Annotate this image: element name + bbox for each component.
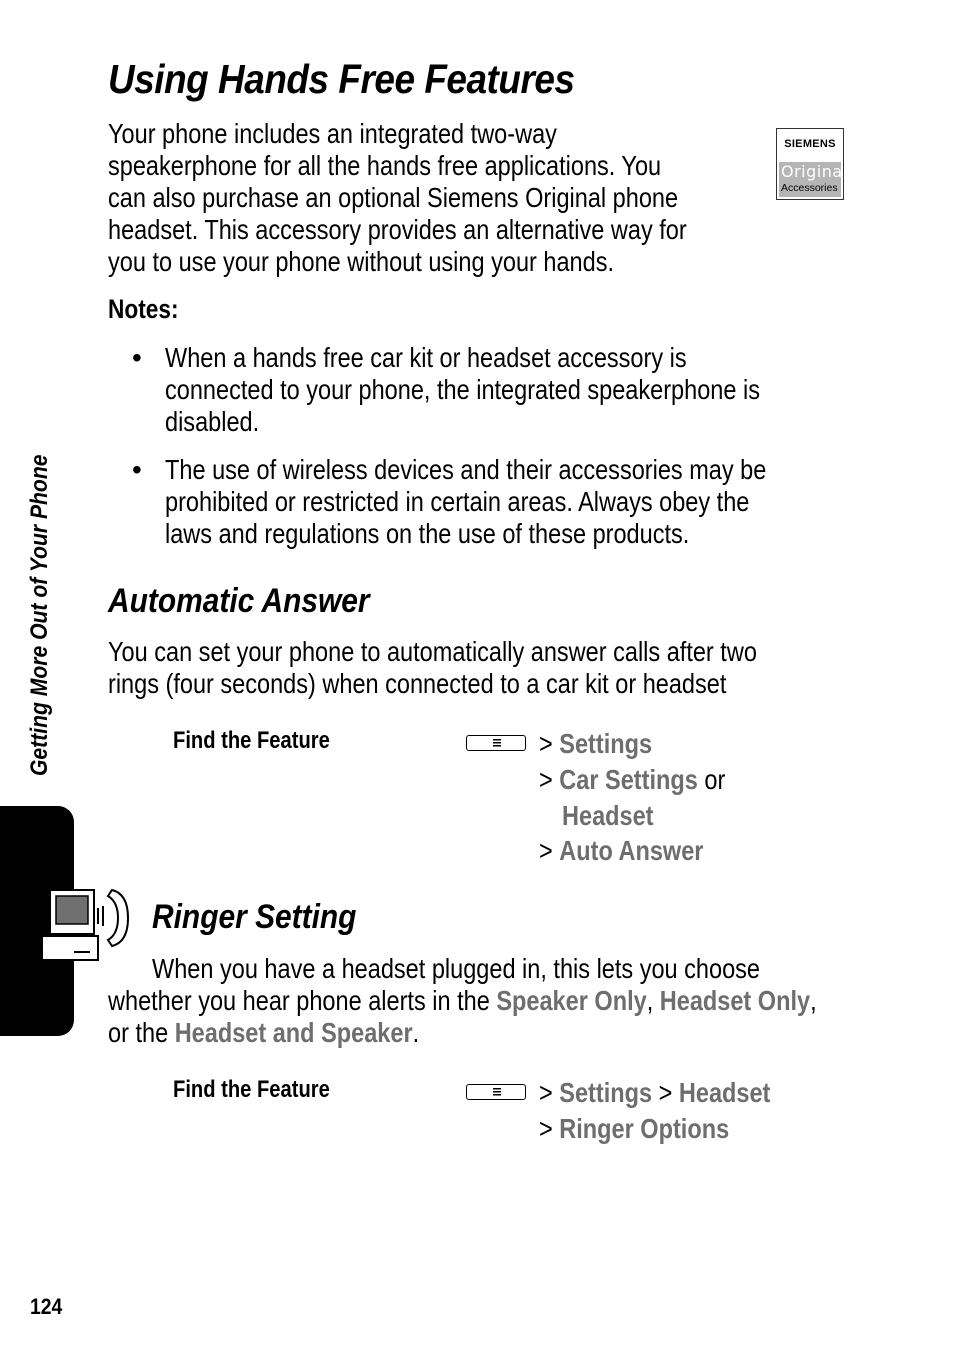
feature-path-step: > Ringer Options bbox=[539, 1113, 730, 1144]
find-the-feature-label: Find the Feature bbox=[173, 727, 330, 754]
menu-option-settings: Settings bbox=[559, 728, 653, 759]
intro-line: speakerphone for all the hands free applications. You bbox=[108, 150, 662, 181]
ringer-paragraph-line: whether you hear phone alerts in the Speaker Only, Headset Only, bbox=[108, 985, 817, 1016]
option-headset-only: Headset Only bbox=[659, 985, 811, 1016]
intro-paragraph bbox=[108, 118, 687, 278]
ringer-paragraph-line: or the Headset and Speaker. bbox=[108, 1017, 420, 1048]
menu-option-car-settings: Car Settings bbox=[559, 764, 698, 795]
menu-key-icon bbox=[466, 1084, 526, 1100]
logo-original: Original bbox=[781, 162, 848, 181]
intro-line: Your phone includes an integrated two-way bbox=[108, 118, 557, 149]
feature-path-step: > Auto Answer bbox=[539, 835, 704, 866]
section-title: Getting More Out of Your Phone bbox=[26, 454, 53, 776]
logo-band bbox=[779, 162, 848, 197]
bullet-icon: • bbox=[132, 454, 142, 485]
menu-option-headset: Headset bbox=[678, 1077, 771, 1108]
note-item bbox=[165, 454, 766, 550]
intro-line: headset. This accessory provides an alternative way for bbox=[108, 214, 687, 245]
logo-brand: SIEMENS bbox=[784, 138, 836, 150]
intro-line: you to use your phone without using your hands. bbox=[108, 246, 615, 277]
automatic-answer-paragraph bbox=[108, 636, 757, 700]
menu-option-ringer-options: Ringer Options bbox=[559, 1113, 730, 1144]
feature-path-step: > Settings > Headset bbox=[539, 1077, 771, 1108]
automatic-answer-heading: Automatic Answer bbox=[108, 582, 370, 620]
note-line: connected to your phone, the integrated speakerphone is bbox=[165, 374, 760, 405]
paragraph-line: rings (four seconds) when connected to a car kit or headset bbox=[108, 668, 727, 699]
menu-option-settings: Settings bbox=[559, 1077, 653, 1108]
logo-accessories: Accessories bbox=[781, 182, 838, 194]
menu-option-auto-answer: Auto Answer bbox=[559, 835, 704, 866]
ringer-setting-heading: Ringer Setting bbox=[152, 898, 357, 936]
siemens-original-accessories-logo bbox=[776, 128, 848, 200]
note-item bbox=[165, 342, 760, 438]
hands-free-computer-icon bbox=[38, 884, 134, 964]
option-speaker-only: Speaker Only bbox=[496, 985, 647, 1016]
feature-path-step: > Car Settings or bbox=[539, 764, 726, 795]
find-the-feature-label: Find the Feature bbox=[173, 1076, 330, 1103]
bullet-icon: • bbox=[132, 342, 142, 373]
option-headset-and-speaker: Headset and Speaker bbox=[174, 1017, 413, 1048]
menu-option-headset: Headset bbox=[562, 800, 654, 831]
feature-path-step bbox=[562, 800, 654, 832]
page-number: 124 bbox=[30, 1294, 63, 1319]
ringer-paragraph-line: When you have a headset plugged in, this lets you choose bbox=[152, 953, 761, 984]
feature-path-step: > Settings bbox=[539, 728, 653, 759]
intro-line: can also purchase an optional Siemens Original phone bbox=[108, 182, 679, 213]
paragraph-line: You can set your phone to automatically answer calls after two bbox=[108, 636, 757, 667]
note-line: prohibited or restricted in certain areas. Always obey the bbox=[165, 486, 750, 517]
menu-key-icon bbox=[466, 735, 526, 751]
note-line: The use of wireless devices and their accessories may be bbox=[165, 454, 767, 485]
page-title: Using Hands Free Features bbox=[108, 56, 575, 102]
note-line: disabled. bbox=[165, 406, 260, 437]
note-line: When a hands free car kit or headset accessory is bbox=[165, 342, 687, 373]
notes-label: Notes: bbox=[108, 294, 179, 324]
note-line: laws and regulations on the use of these products. bbox=[165, 518, 690, 549]
